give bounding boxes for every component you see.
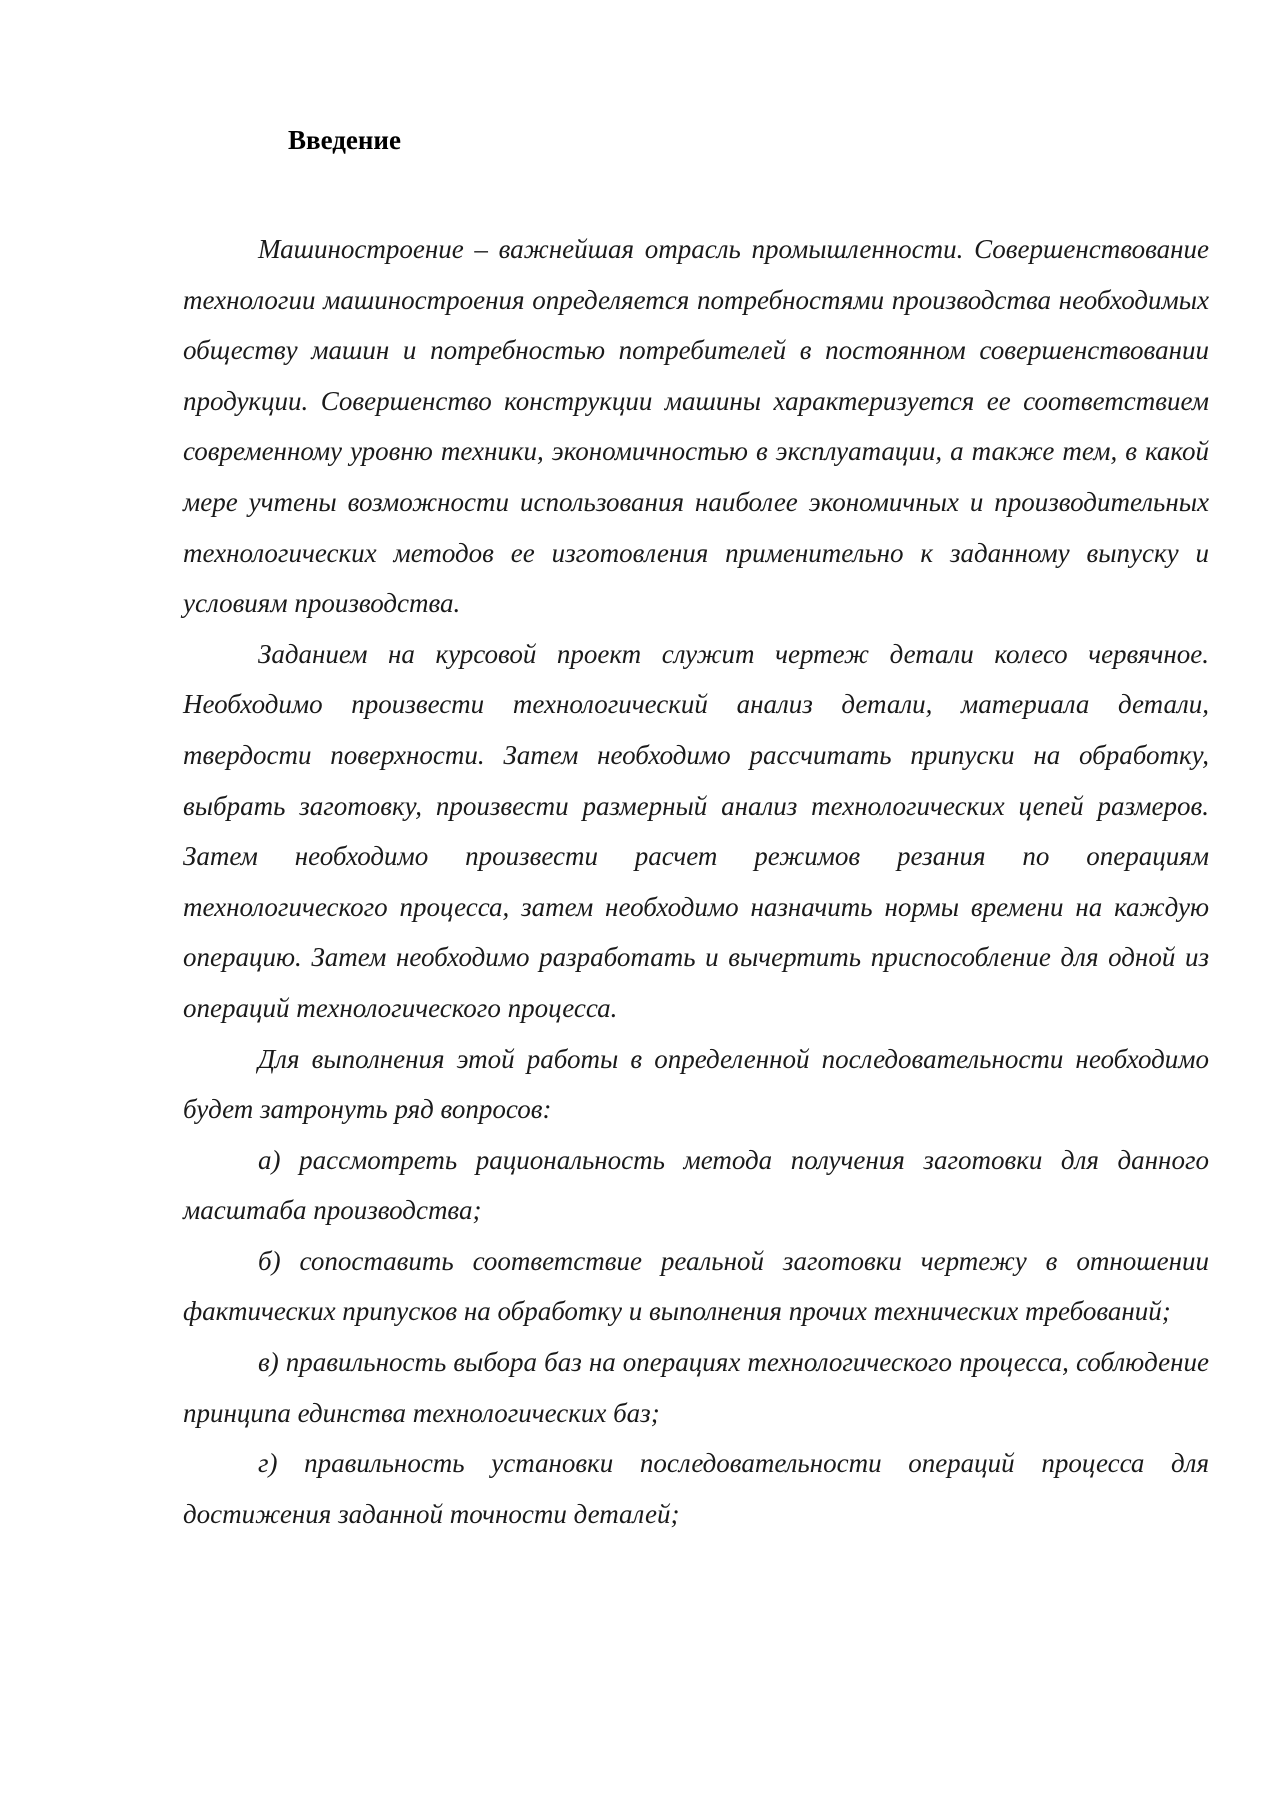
list-item-c: в) правильность выбора баз на операциях технологического процесса, соблюдение принципа единства технологических баз; [183,1347,1209,1428]
document-body [183,224,1209,1539]
paragraph-intro: Машиностроение – важнейшая отрасль промышленности. Совершенствование технологии машиностроения определяется потребностями производства необходимых обществу машин и потребностью потребителей в постоянном совершенствовании продукции. Совершенство конструкции машины характеризуется ее соответствием современному уровню техники, экономичностью в эксплуатации, а также тем, в какой мере учтены возможности использования наиболее экономичных и производительных технологических методов ее изготовления применительно к заданному выпуску и условиям производства. [183,234,1209,619]
list-item-b: б) сопоставить соответствие реальной заготовки чертежу в отношении фактических припусков на обработку и выполнения прочих технических требований; [183,1245,1209,1327]
paragraph-questions-intro: Для выполнения этой работы в определенной последовательности необходимо будет затронуть ряд вопросов: [183,1043,1209,1125]
paragraph-assignment: Заданием на курсовой проект служит чертеж детали колесо червячное. Необходимо произвести технологический анализ детали, материала детали, твердости поверхности. Затем необходимо рассчитать припуски на обработку, выбрать заготовку, произвести размерный анализ технологических цепей размеров. Затем необходимо произвести расчет режимов резания по операциям технологического процесса, затем необходимо назначить нормы времени на каждую операцию. Затем необходимо разработать и вычертить приспособление для одной из операций технологического процесса. [183,638,1209,1023]
page-title: Введение [288,125,401,155]
list-item-d: г) правильность установки последовательности операций процесса для достижения заданной точности деталей; [183,1448,1209,1529]
list-item-a: а) рассмотреть рациональность метода получения заготовки для данного масштаба производства; [183,1144,1209,1226]
